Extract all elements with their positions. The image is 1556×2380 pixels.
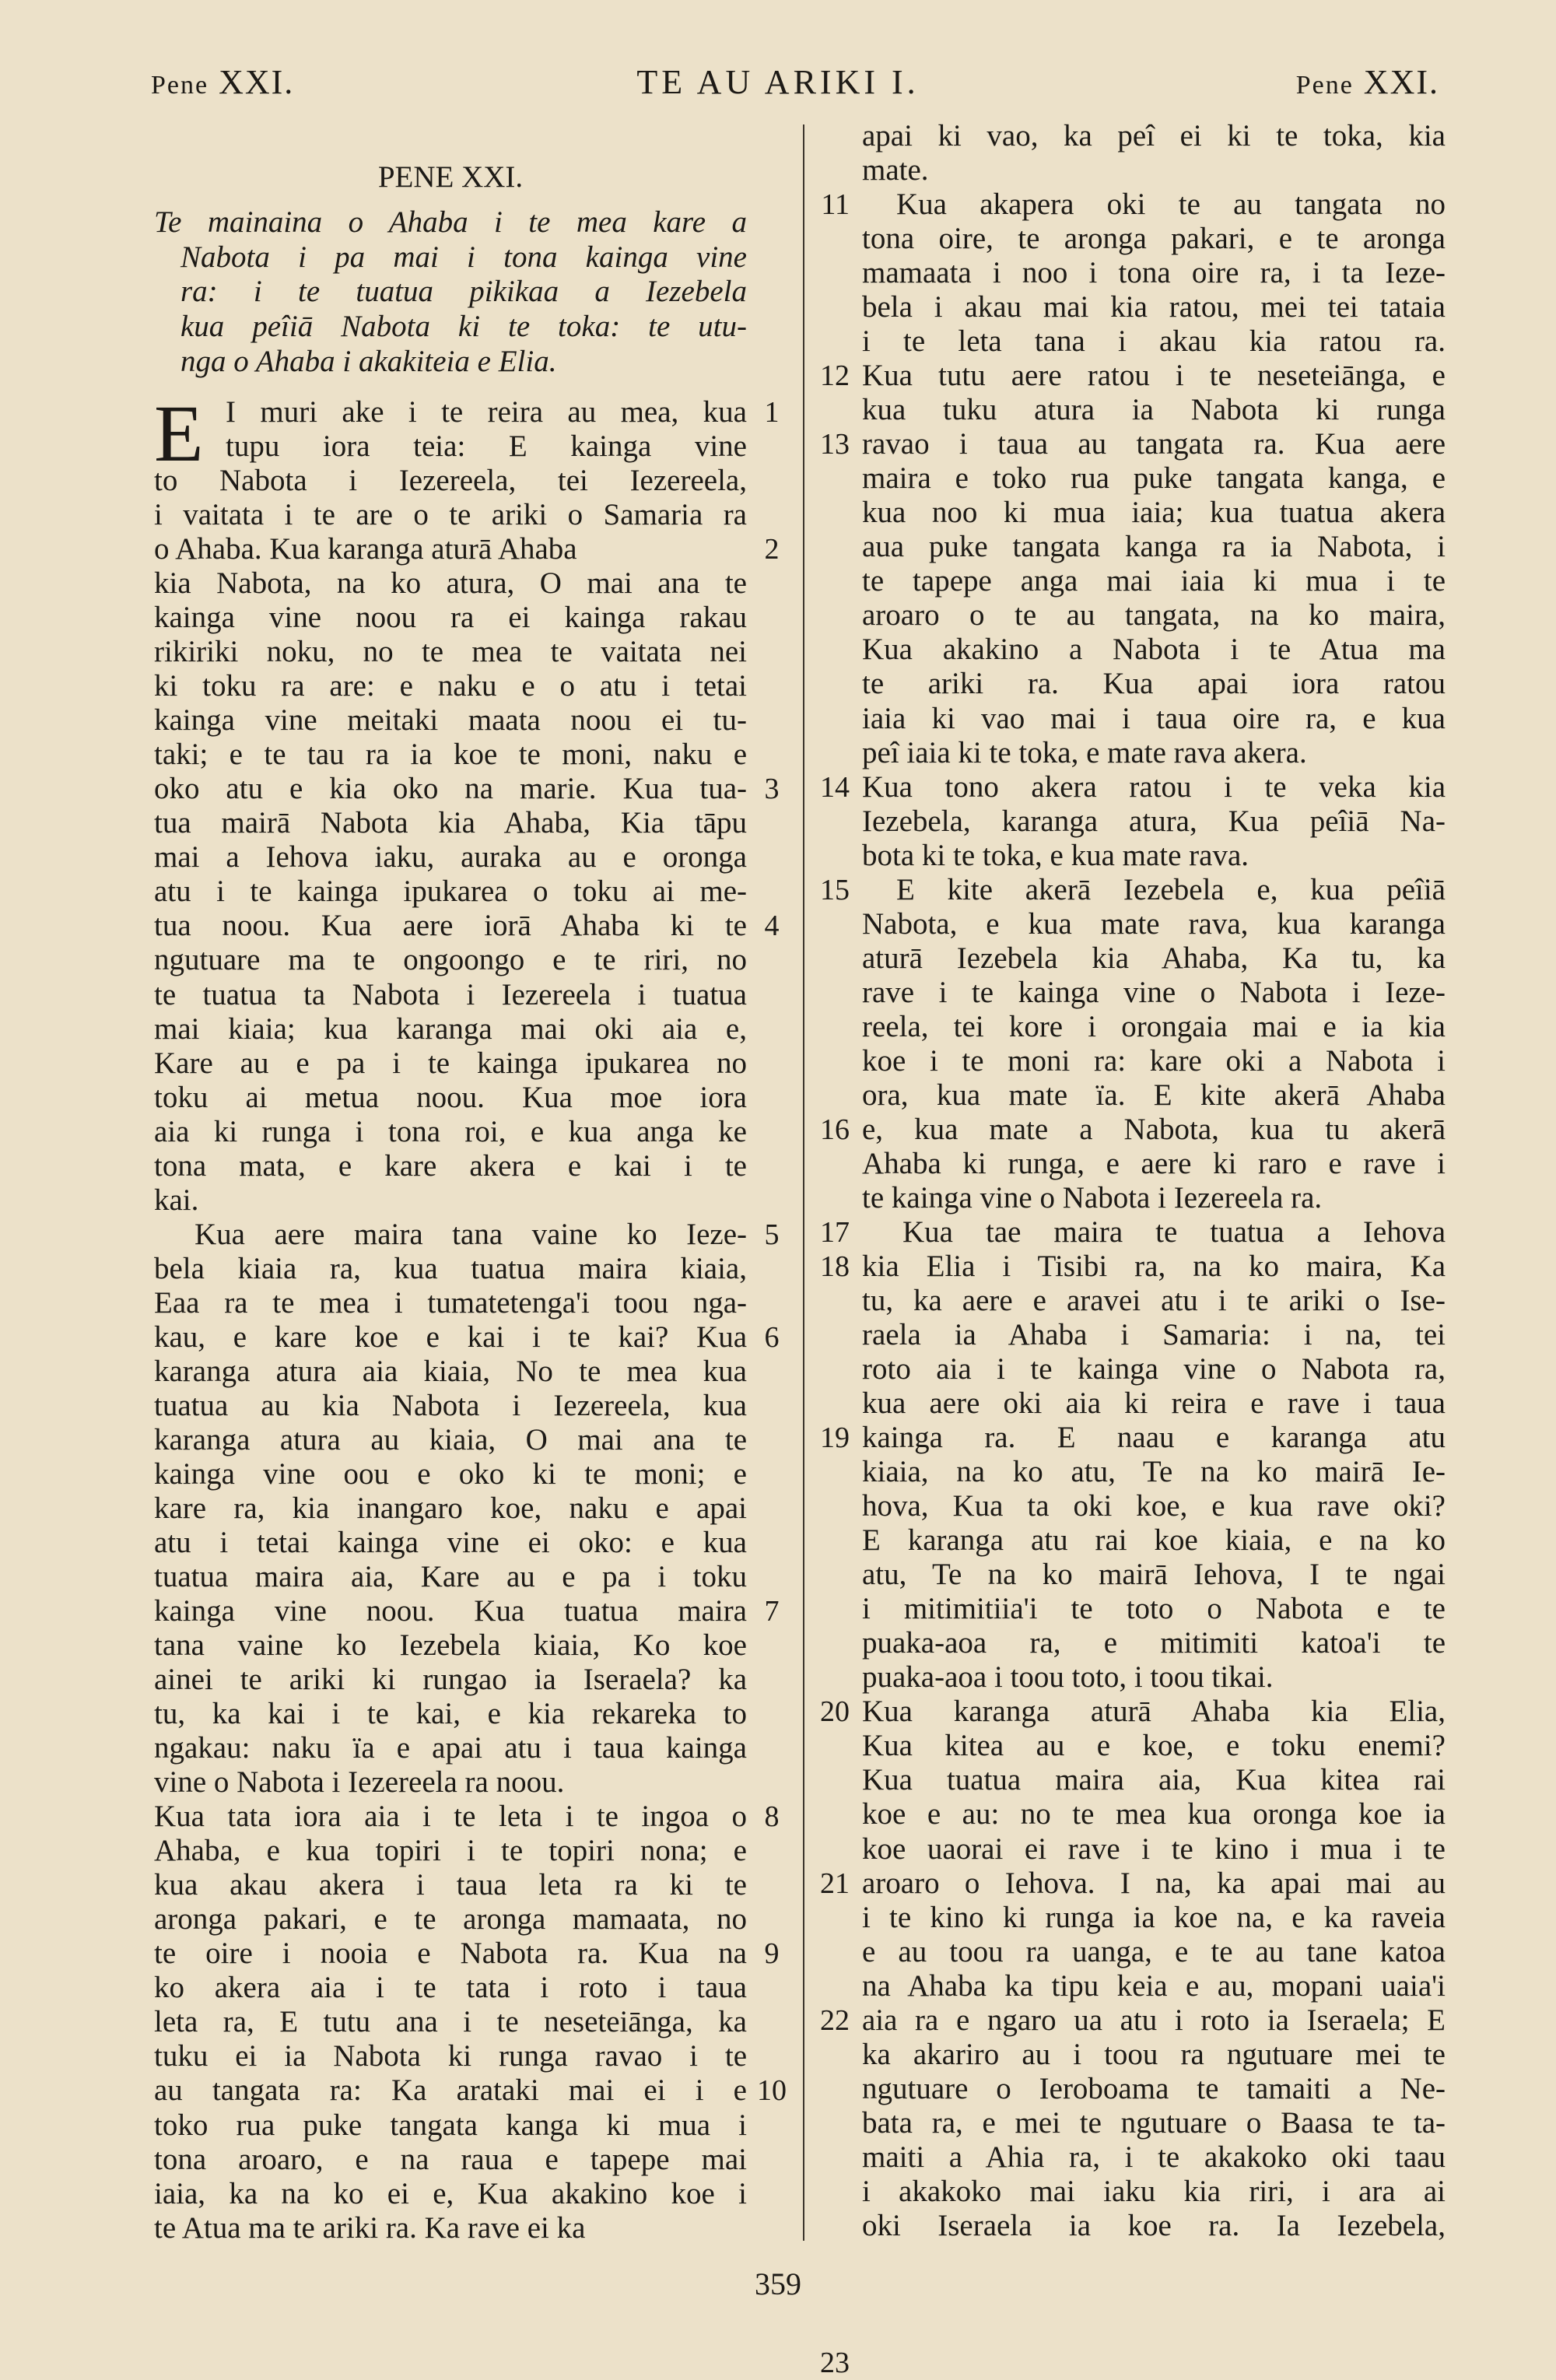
body-text-line: Kua kitea au e koe, e toku enemi? xyxy=(862,1729,1446,1763)
body-text-line: e au toou ra uanga, e te au tane katoa xyxy=(862,1934,1446,1968)
body-text-line: kua tuku atura ia Nabota ki runga xyxy=(862,393,1446,427)
body-text-line: ko akera aia i te tata i roto i taua xyxy=(154,1971,747,2005)
chapter-title: PENE XXI. xyxy=(377,160,524,194)
verse-number: 16 xyxy=(820,1113,850,1146)
verse-number: 1 xyxy=(764,396,780,429)
body-text-line: na Ahaba ka tipu keia e au, mopani uaia'i xyxy=(862,1968,1446,2003)
body-text-line: kainga vine oou e oko ki te moni; e xyxy=(154,1456,747,1491)
body-text-line: tua mairā Nabota kia Ahaba, Kia tāpu xyxy=(154,806,747,840)
body-text-line: kau, e kare koe e kai i te kai? Kua xyxy=(154,1320,747,1354)
body-text-line: kainga vine meitaki maata noou ei tu- xyxy=(154,703,747,738)
body-text-line: vine o Nabota i Iezereela ra noou. xyxy=(154,1765,565,1800)
chapter-summary-line: kua peîiā Nabota ki te toka: te utu- xyxy=(180,310,747,343)
body-text-line: ora, kua mate ïa. E kite akerā Ahaba xyxy=(862,1078,1446,1112)
body-text-line: Kua akapera oki te au tangata no xyxy=(896,188,1446,222)
body-text-line: te kainga vine o Nabota i Iezereela ra. xyxy=(862,1180,1323,1215)
body-text-line: Kua tae maira te tuatua a Iehova xyxy=(902,1215,1446,1249)
body-text-line: Eaa ra te mea i tumatetenga'i toou nga- xyxy=(154,1285,747,1320)
verse-number: 15 xyxy=(820,873,850,906)
body-text-line: au tangata ra: Ka arataki mai ei i e xyxy=(154,2073,747,2108)
body-text-line: taki; e te tau ra ia koe te moni, naku e xyxy=(154,738,747,772)
body-text-line: tuatua au kia Nabota i Iezereela, kua xyxy=(154,1388,747,1422)
verse-number: 20 xyxy=(820,1695,850,1729)
body-text-line: bota ki te toka, e kua mate rava. xyxy=(862,838,1249,872)
body-text-line: roto aia i te kainga vine o Nabota ra, xyxy=(862,1352,1446,1386)
running-head-right-word: Pene xyxy=(1295,71,1354,100)
verse-number: 12 xyxy=(820,359,850,393)
page-number: 359 xyxy=(755,2266,801,2301)
body-text-line: bata ra, e mei te ngutuare o Baasa te ta- xyxy=(862,2105,1446,2140)
verse-number: 21 xyxy=(820,1866,850,1900)
body-text-line: Kua karanga aturā Ahaba kia Elia, xyxy=(862,1695,1446,1729)
body-text-line: peî iaia ki te toka, e mate rava akera. xyxy=(862,735,1307,769)
body-text-line: i te kino ki runga ia koe na, e ka raveia xyxy=(862,1900,1446,1934)
running-head-left-word: Pene xyxy=(151,71,209,100)
body-text-line: tona aroaro, e na raua e tapepe mai xyxy=(154,2142,747,2176)
body-text-line: te ariki ra. Kua apai iora ratou xyxy=(862,667,1446,701)
verse-number: 2 xyxy=(764,533,780,566)
body-text-line: maira e toko rua puke tangata kanga, e xyxy=(862,461,1446,496)
body-text-line: tana vaine ko Iezebela kiaia, Ko koe xyxy=(154,1628,747,1663)
body-text-line: rave i te kainga vine o Nabota i Ieze- xyxy=(862,975,1446,1009)
body-text-line: ngutuare ma te ongoongo e te riri, no xyxy=(154,943,747,977)
body-text-line: tua noou. Kua aere iorā Ahaba ki te xyxy=(154,909,747,943)
body-text-line: ka akariro au i toou ra ngutuare mei te xyxy=(862,2037,1446,2071)
body-text-line: tuatua maira aia, Kare au e pa i toku xyxy=(154,1560,747,1594)
body-text-line: Kua akakino a Nabota i te Atua ma xyxy=(862,633,1446,667)
body-text-line: E karanga atu rai koe kiaia, e na ko xyxy=(862,1523,1446,1558)
body-text-line: aroaro o Iehova. I na, ka apai mai au xyxy=(862,1866,1446,1900)
verse-number: 17 xyxy=(820,1215,850,1249)
body-text-line: i akakoko mai iaku kia riri, i ara ai xyxy=(862,2174,1446,2208)
body-text-line: oko atu e kia oko na marie. Kua tua- xyxy=(154,772,747,806)
body-text-line: leta ra, E tutu ana i te neseteiānga, ka xyxy=(154,2005,747,2039)
body-text-line: aia ki runga i tona roi, e kua anga ke xyxy=(154,1114,747,1148)
body-text-line: aua puke tangata kanga ra ia Nabota, i xyxy=(862,530,1446,564)
body-text-line: te oire i nooia e Nabota ra. Kua na xyxy=(154,1937,747,1971)
body-text-line: tu, ka kai i te kai, e kia rekareka to xyxy=(154,1697,747,1731)
body-text-line: tona oire, te aronga pakari, e te aronga xyxy=(862,222,1446,256)
verse-number: 8 xyxy=(764,1800,780,1834)
body-text-line: iaia ki vao mai i taua oire ra, e kua xyxy=(862,701,1446,735)
chapter-summary-line: nga o Ahaba i akakiteia e Elia. xyxy=(180,345,557,378)
body-text-line: koe i te moni ra: kare oki a Nabota i xyxy=(862,1043,1446,1078)
verse-number: 6 xyxy=(764,1320,780,1354)
body-text-line: mate. xyxy=(862,153,929,188)
body-text-line: maiti a Ahia ra, i te akakoko oki taau xyxy=(862,2140,1446,2174)
body-text-line: ngutuare o Ieroboama te tamaiti a Ne- xyxy=(862,2071,1446,2105)
body-text-line: kainga vine noou. Kua tuatua maira xyxy=(154,1594,747,1628)
body-text-line: i te leta tana i akau kia ratou ra. xyxy=(862,324,1446,359)
body-text-line: atu, Te na ko mairā Iehova, I te ngai xyxy=(862,1558,1446,1592)
body-text-line: puaka-aoa ra, e mitimiti katoa'i te xyxy=(862,1626,1446,1660)
running-head-right xyxy=(1296,62,1439,102)
body-text-line: kare ra, kia inangaro koe, naku e apai xyxy=(154,1491,747,1525)
body-text-line: tupu iora teia: E kainga vine xyxy=(226,429,747,464)
body-text-line: E kite akerā Iezebela e, kua peîiā xyxy=(896,872,1446,906)
verse-number: 18 xyxy=(820,1250,850,1283)
body-text-line: Kua aere maira tana vaine ko Ieze- xyxy=(194,1217,747,1251)
body-text-line: mamaata i noo i tona oire ra, i ta Ieze- xyxy=(862,256,1446,290)
body-text-line: atu i te kainga ipukarea o toku ai me- xyxy=(154,875,747,909)
body-text-line: toku ai metua noou. Kua moe iora xyxy=(154,1080,747,1114)
body-text-line: kia Nabota, na ko atura, O mai ana te xyxy=(154,566,747,601)
body-text-line: Kua tono akera ratou i te veka kia xyxy=(862,769,1446,804)
body-text-line: Ahaba, e kua topiri i te topiri nona; e xyxy=(154,1834,747,1868)
body-text-line: ainei te ariki ki rungao ia Iseraela? ka xyxy=(154,1663,747,1697)
body-text-line: i mitimitiia'i te toto o Nabota e te xyxy=(862,1592,1446,1626)
body-text-line: hova, Kua ta oki koe, e kua rave oki? xyxy=(862,1489,1446,1523)
body-text-line: tona mata, e kare akera e kai i te xyxy=(154,1148,747,1183)
body-text-line: te tuatua ta Nabota i Iezereela i tuatua xyxy=(154,977,747,1011)
running-head-left-number: XXI. xyxy=(209,63,295,101)
verse-number: 10 xyxy=(757,2074,787,2108)
body-text-line: Iezebela, karanga atura, Kua peîiā Na- xyxy=(862,804,1446,838)
body-text-line: ravao i taua au tangata ra. Kua aere xyxy=(862,427,1446,461)
body-text-line: o Ahaba. Kua karanga aturā Ahaba xyxy=(154,532,577,566)
body-text-line: Kua tuatua maira aia, Kua kitea rai xyxy=(862,1763,1446,1797)
column-divider-rule xyxy=(803,124,804,2241)
body-text-line: reela, tei kore i orongaia mai e ia kia xyxy=(862,1009,1446,1043)
body-text-line: aroaro o te au tangata, na ko maira, xyxy=(862,598,1446,633)
body-text-line: kia Elia i Tisibi ra, na ko maira, Ka xyxy=(862,1249,1446,1283)
body-text-line: Ahaba ki runga, e aere ki raro e rave i xyxy=(862,1146,1446,1180)
body-text-line: te tapepe anga mai iaia ki mua i te xyxy=(862,564,1446,598)
body-text-line: bela kiaia ra, kua tuatua maira kiaia, xyxy=(154,1251,747,1285)
body-text-line: kainga vine noou ra ei kainga rakau xyxy=(154,601,747,635)
body-text-line: atu i tetai kainga vine ei oko: e kua xyxy=(154,1525,747,1559)
verse-number: 14 xyxy=(820,770,850,804)
body-text-line: puaka-aoa i toou toto, i toou tikai. xyxy=(862,1660,1274,1695)
body-text-line: mai a Iehova iaku, auraka au e oronga xyxy=(154,840,747,875)
running-head-book-title: TE AU ARIKI I. xyxy=(636,63,920,101)
body-text-line: Kare au e pa i te kainga ipukarea no xyxy=(154,1046,747,1080)
body-text-line: Nabota, e kua mate rava, kua karanga xyxy=(862,906,1446,941)
body-text-line: Kua tata iora aia i te leta i te ingoa o xyxy=(154,1800,747,1834)
body-text-line: mai kiaia; kua karanga mai oki aia e, xyxy=(154,1011,747,1046)
running-head-right-number: XXI. xyxy=(1353,63,1439,101)
body-text-line: koe uaorai ei rave i te kino i mua i te xyxy=(862,1831,1446,1866)
body-text-line: e, kua mate a Nabota, kua tu akerā xyxy=(862,1112,1446,1146)
body-text-line: Kua tutu aere ratou i te neseteiānga, e xyxy=(862,359,1446,393)
body-text-line: tuku ei ia Nabota ki runga ravao i te xyxy=(154,2039,747,2073)
verse-number: 4 xyxy=(764,910,780,943)
body-text-line: ki toku ra are: e naku e o atu i tetai xyxy=(154,669,747,703)
body-text-line: ngakau: naku ïa e apai atu i taua kainga xyxy=(154,1731,747,1765)
body-text-line: to Nabota i Iezereela, tei Iezereela, xyxy=(154,464,747,498)
verse-number: 19 xyxy=(820,1421,850,1455)
body-text-line: iaia, ka na ko ei e, Kua akakino koe i xyxy=(154,2176,747,2210)
body-text-line: tu, ka aere e aravei atu i te ariki o Ise- xyxy=(862,1284,1446,1318)
chapter-summary-line: ra: i te tuatua pikikaa a Iezebela xyxy=(180,275,747,308)
chapter-summary-line: Te mainaina o Ahaba i te mea kare a xyxy=(154,205,747,239)
body-text-line: koe e au: no te mea kua oronga koe ia xyxy=(862,1797,1446,1831)
drop-cap: E xyxy=(154,389,204,478)
body-text-line: kua aere oki aia ki reira e rave i taua xyxy=(862,1386,1446,1421)
chapter-summary-line: Nabota i pa mai i tona kainga vine xyxy=(180,240,747,274)
verse-number: 23 xyxy=(820,2346,850,2379)
body-text-line: kai. xyxy=(154,1183,199,1217)
body-text-line: kua noo ki mua iaia; kua tuatua akera xyxy=(862,496,1446,530)
verse-number: 22 xyxy=(820,2003,850,2037)
verse-number: 5 xyxy=(764,1218,780,1251)
verse-number: 7 xyxy=(764,1595,780,1628)
body-text-line: karanga atura aia kiaia, No te mea kua xyxy=(154,1354,747,1388)
body-text-line: raela ia Ahaba i Samaria: i na, tei xyxy=(862,1318,1446,1352)
verse-number: 13 xyxy=(820,428,850,461)
body-text-line: toko rua puke tangata kanga ki mua i xyxy=(154,2108,747,2142)
verse-number: 3 xyxy=(764,773,780,806)
body-text-line: I muri ake i te reira au mea, kua xyxy=(226,395,747,429)
body-text-line: bela i akau mai kia ratou, mei tei tataia xyxy=(862,290,1446,324)
body-text-line: te Atua ma te ariki ra. Ka rave ei ka xyxy=(154,2210,586,2245)
body-text-line: apai ki vao, ka peî ei ki te toka, kia xyxy=(862,119,1446,152)
verse-number: 9 xyxy=(764,1937,780,1971)
body-text-line: karanga atura au kiaia, O mai ana te xyxy=(154,1422,747,1456)
body-text-line: aturā Iezebela kia Ahaba, Ka tu, ka xyxy=(862,941,1446,975)
body-text-line: oki Iseraela ia koe ra. Ia Iezebela, xyxy=(862,2208,1446,2242)
body-text-line: kua akau akera i taua leta ra ki te xyxy=(154,1868,747,1902)
body-text-line: i vaitata i te are o te ariki o Samaria ra xyxy=(154,498,747,532)
body-text-line: aronga pakari, e te aronga mamaata, no xyxy=(154,1902,747,1937)
body-text-line: kainga ra. E naau e karanga atu xyxy=(862,1421,1446,1455)
body-text-line: rikiriki noku, no te mea te vaitata nei xyxy=(154,635,747,669)
body-text-line: kiaia, na ko atu, Te na ko mairā Ie- xyxy=(862,1455,1446,1489)
verse-number: 11 xyxy=(821,188,850,222)
body-text-line: aia ra e ngaro ua atu i roto ia Iseraela; E xyxy=(862,2003,1446,2037)
